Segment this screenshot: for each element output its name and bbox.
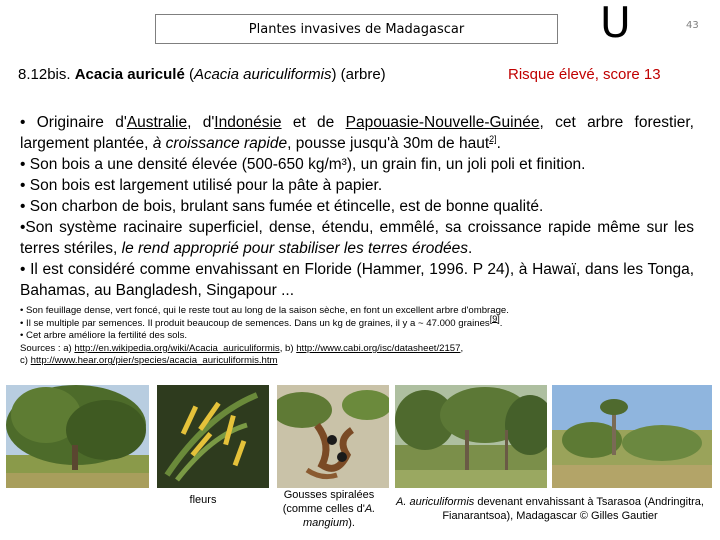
latin-close: ) (arbre) [331,66,386,83]
category-letter: U [600,0,631,47]
emphasis: à croissance rapide [152,135,288,152]
caption-pods [270,488,388,530]
text: , [460,342,464,354]
caption-landscape [395,495,705,523]
text: , cet arbre forestier, largement plantée, [20,114,694,152]
link-indonesie[interactable]: Indonésie [214,114,282,131]
note-foliage: • Son feuillage dense, vert foncé, qui le reste tout au long de la saison sèche, en font un excellent arbre d'ombrage. [20,305,509,316]
paragraph-paper: • Son bois est largement utilisé pour la pâte à papier. [20,177,383,194]
photo-landscape-1 [395,385,547,488]
text: et de [281,114,346,131]
photo-flowers [157,385,269,488]
reference-link[interactable]: 2] [489,133,497,144]
text: Sources : a) [20,342,75,354]
source-link-wikipedia[interactable]: http://en.wikipedia.org/wiki/Acacia_auriculiformis [74,342,280,354]
photo-tree-image [6,385,149,488]
note-seeds [20,313,710,331]
text: • Il se multiple par semences. Il produit beaucoup de semences. Dans un kg de graines, il y a ~ 47.000 graines [20,317,490,329]
paragraph-charcoal: • Son charbon de bois, brulant sans fumée et étincelle, est de bonne qualité. [20,198,544,215]
species-common-name: Acacia auriculé [74,66,185,83]
emphasis: A. mangium [303,503,376,529]
note-fertility: • Cet arbre améliore la fertilité des sols. [20,330,188,342]
link-australie[interactable]: Australie [126,114,188,131]
photo-flowers-image [157,385,269,488]
species-title [18,66,386,83]
link-papouasie[interactable]: Papouasie-Nouvelle-Guinée [345,114,540,131]
paragraph-density: • Son bois a une densité élevée (500-650 kg/m³), un grain fin, un joli poli et finition. [20,156,586,173]
text: • Originaire d' [20,114,127,131]
text: Gousses spiralées (comme celles d' [282,489,375,515]
text: , b) [279,342,297,354]
text: . [499,317,503,329]
species-latin-name: Acacia auriculiformis [193,66,332,83]
latin-open: ( [184,66,194,83]
risk-label: Risque élevé, score 13 [508,66,661,83]
presentation-header-title: Plantes invasives de Madagascar [155,14,558,44]
text: ). [348,517,355,529]
reference-link[interactable]: [9] [489,313,500,324]
sources-line [20,343,710,356]
paragraph-origin [20,112,694,154]
text: . [496,135,501,152]
emphasis: le rend approprié pour stabiliser les terres érodées [121,240,468,257]
photo-tree [6,385,149,488]
text: •Son système racinaire superficiel, dense, étendu, emmêlé, sa croissance rapide même sur les terres stériles, [20,219,694,257]
main-description [20,112,694,301]
photo-landscape-2-image [552,385,712,488]
caption-flowers: fleurs [189,494,217,506]
source-link-cabi[interactable]: http://www.cabi.org/isc/datasheet/2157 [296,342,461,354]
sources-line-2 [20,355,710,368]
photo-landscape-2 [552,385,712,488]
photo-pods [277,385,389,488]
page-number: 43 [686,20,699,31]
text: . [468,240,473,257]
text: , pousse jusqu'à 30m de haut [287,135,490,152]
paragraph-roots [20,217,694,259]
text: devenant envahissant à Tsarasoa (Andringitra, Fianarantsoa), Madagascar © Gilles Gautier [442,496,704,522]
text: , d' [187,114,215,131]
notes-block [20,305,710,368]
paragraph-invasive: • Il est considéré comme envahissant en Floride (Hammer, 1996. P 24), à Hawaï, dans les Tonga, Bahamas, au Bangladesh, Singapour ... [20,261,694,299]
photo-pods-image [277,385,389,488]
text: c) [20,355,31,367]
source-link-hear[interactable]: http://www.hear.org/pier/species/acacia_auriculiformis.htm [30,355,278,367]
photo-landscape-1-image [395,385,547,488]
species-number: 8.12bis. [18,66,71,83]
emphasis: A. auriculiformis [396,496,475,508]
